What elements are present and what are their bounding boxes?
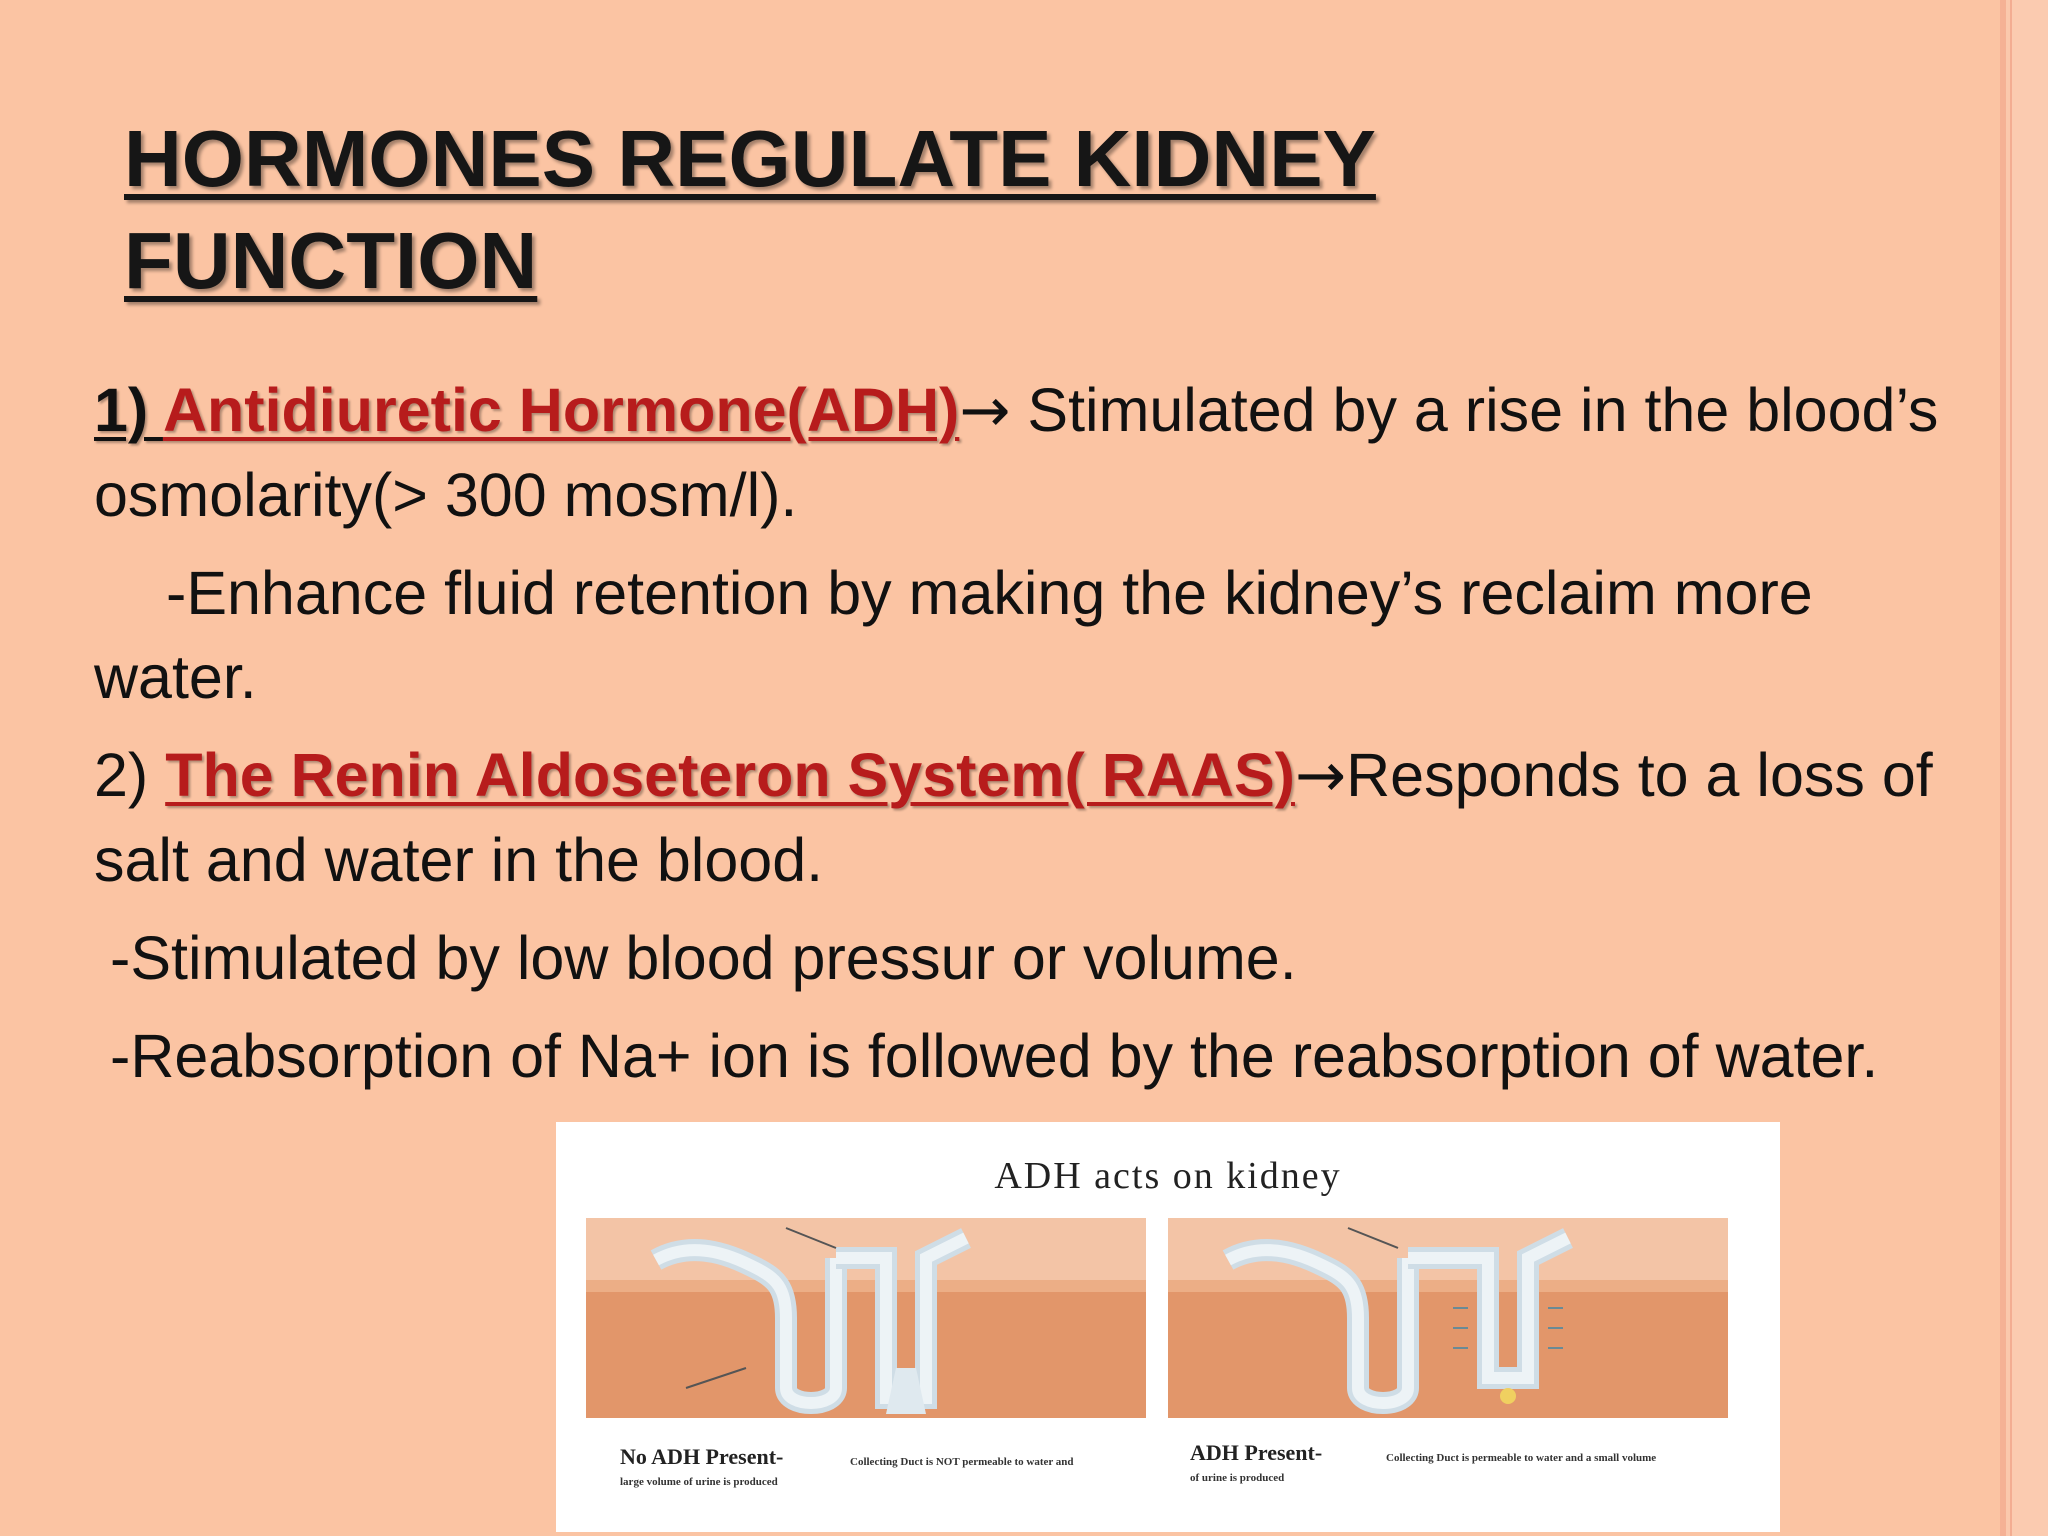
- item-number: 1): [94, 376, 163, 444]
- hormone-name-adh: Antidiuretic Hormone(ADH): [162, 376, 960, 444]
- slide-edge-band: [2000, 0, 2048, 1536]
- item-text: Stimulated by a rise in the blood’s osmolarity(> 300 mosm/l).: [94, 376, 1939, 529]
- slide-title: HORMONES REGULATE KIDNEY FUNCTION: [124, 114, 1376, 305]
- item-raas-sub1: -Stimulated by low blood pressur or volume.: [110, 924, 1297, 992]
- item-adh: [94, 368, 1974, 537]
- slide-body: [94, 368, 1974, 1112]
- item-raas-sub2: -Reabsorption of Na+ ion is followed by the reabsorption of water.: [110, 1022, 1879, 1090]
- item-adh-sub: -Enhance fluid retention by making the kidney’s reclaim more water.: [94, 559, 1813, 711]
- nephron-no-adh-diagram: [586, 1218, 1146, 1418]
- item-text: Responds to a loss of salt and water in the blood.: [94, 741, 1933, 894]
- hormone-name-raas: The Renin Aldoseteron System( RAAS): [165, 741, 1295, 809]
- item-raas: [94, 733, 1974, 902]
- adh-kidney-figure: [556, 1122, 1780, 1532]
- arrow-icon: →: [959, 375, 1011, 446]
- figure-title: ADH acts on kidney: [994, 1155, 1342, 1197]
- caption-adh-head: ADH Present-: [1190, 1440, 1323, 1465]
- caption-no-adh-head: No ADH Present-: [620, 1444, 784, 1469]
- item-number: 2): [94, 741, 166, 809]
- arrow-icon: →: [1294, 740, 1347, 811]
- nephron-adh-diagram: [1168, 1218, 1728, 1418]
- caption-no-adh-sub: Collecting Duct is NOT permeable to water and large volume of urine is produced: [620, 1456, 1074, 1488]
- caption-adh-sub: Collecting Duct is permeable to water and a small volume of urine is produced: [1190, 1452, 1657, 1484]
